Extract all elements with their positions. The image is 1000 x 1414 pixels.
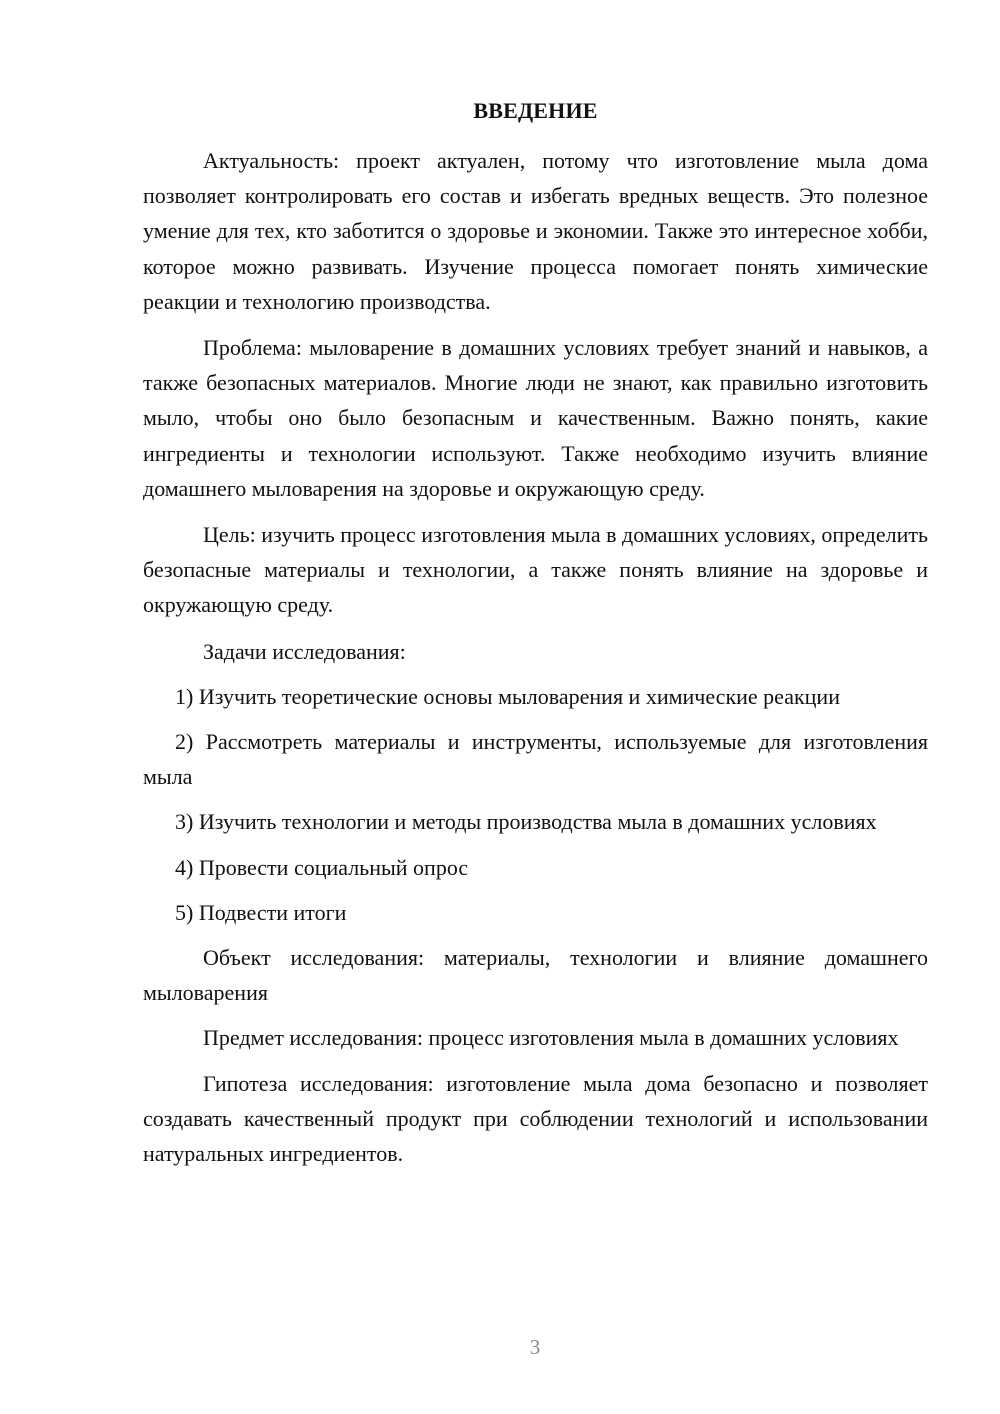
task-item-4: 4) Провести социальный опрос — [175, 854, 469, 880]
subject-paragraph: Предмет исследования: процесс изготовления мыла в домашних условиях — [203, 1025, 899, 1051]
task-item-3: 3) Изучить технологии и методы производства мыла в домашних условиях — [175, 809, 877, 835]
document-body — [143, 96, 928, 1171]
object-paragraph: Объект исследования: материалы, технологии и влияние домашнего мыловарения — [143, 945, 928, 1006]
task-item-5: 5) Подвести итоги — [175, 899, 347, 925]
task-item-1: 1) Изучить теоретические основы мыловарения и химические реакции — [175, 683, 840, 709]
relevance-paragraph: Актуальность: проект актуален, потому что изготовление мыла дома позволяет контролировать его состав и избегать вредных веществ. Это полезное умение для тех, кто заботится о здоровье и экономии. Также это интересное хобби, которое можно развивать. Изучение процесса помогает понять химические реакции и технологию производства. — [143, 148, 928, 314]
hypothesis-paragraph: Гипотеза исследования: изготовление мыла дома безопасно и позволяет создавать качественный продукт при соблюдении технологий и использовании натуральных ингредиентов. — [143, 1070, 928, 1167]
tasks-list — [143, 679, 928, 930]
page-number: 3 — [529, 1335, 541, 1359]
task-item-2: 2) Рассмотреть материалы и инструменты, используемые для изготовления мыла — [143, 729, 928, 790]
goal-paragraph: Цель: изучить процесс изготовления мыла в домашних условиях, определить безопасные материалы и технологии, а также понять влияние на здоровье и окружающую среду. — [143, 522, 928, 618]
tasks-heading: Задачи исследования: — [203, 638, 406, 664]
page-title: ВВЕДЕНИЕ — [473, 98, 598, 123]
problem-paragraph: Проблема: мыловарение в домашних условиях требует знаний и навыков, а также безопасных материалов. Многие люди не знают, как правильно изготовить мыло, чтобы оно было безопасным и качественным. Важно понять, какие ингредиенты и технологии используют. Также необходимо изучить влияние домашнего мыловарения на здоровье и окружающую среду. — [143, 335, 928, 501]
